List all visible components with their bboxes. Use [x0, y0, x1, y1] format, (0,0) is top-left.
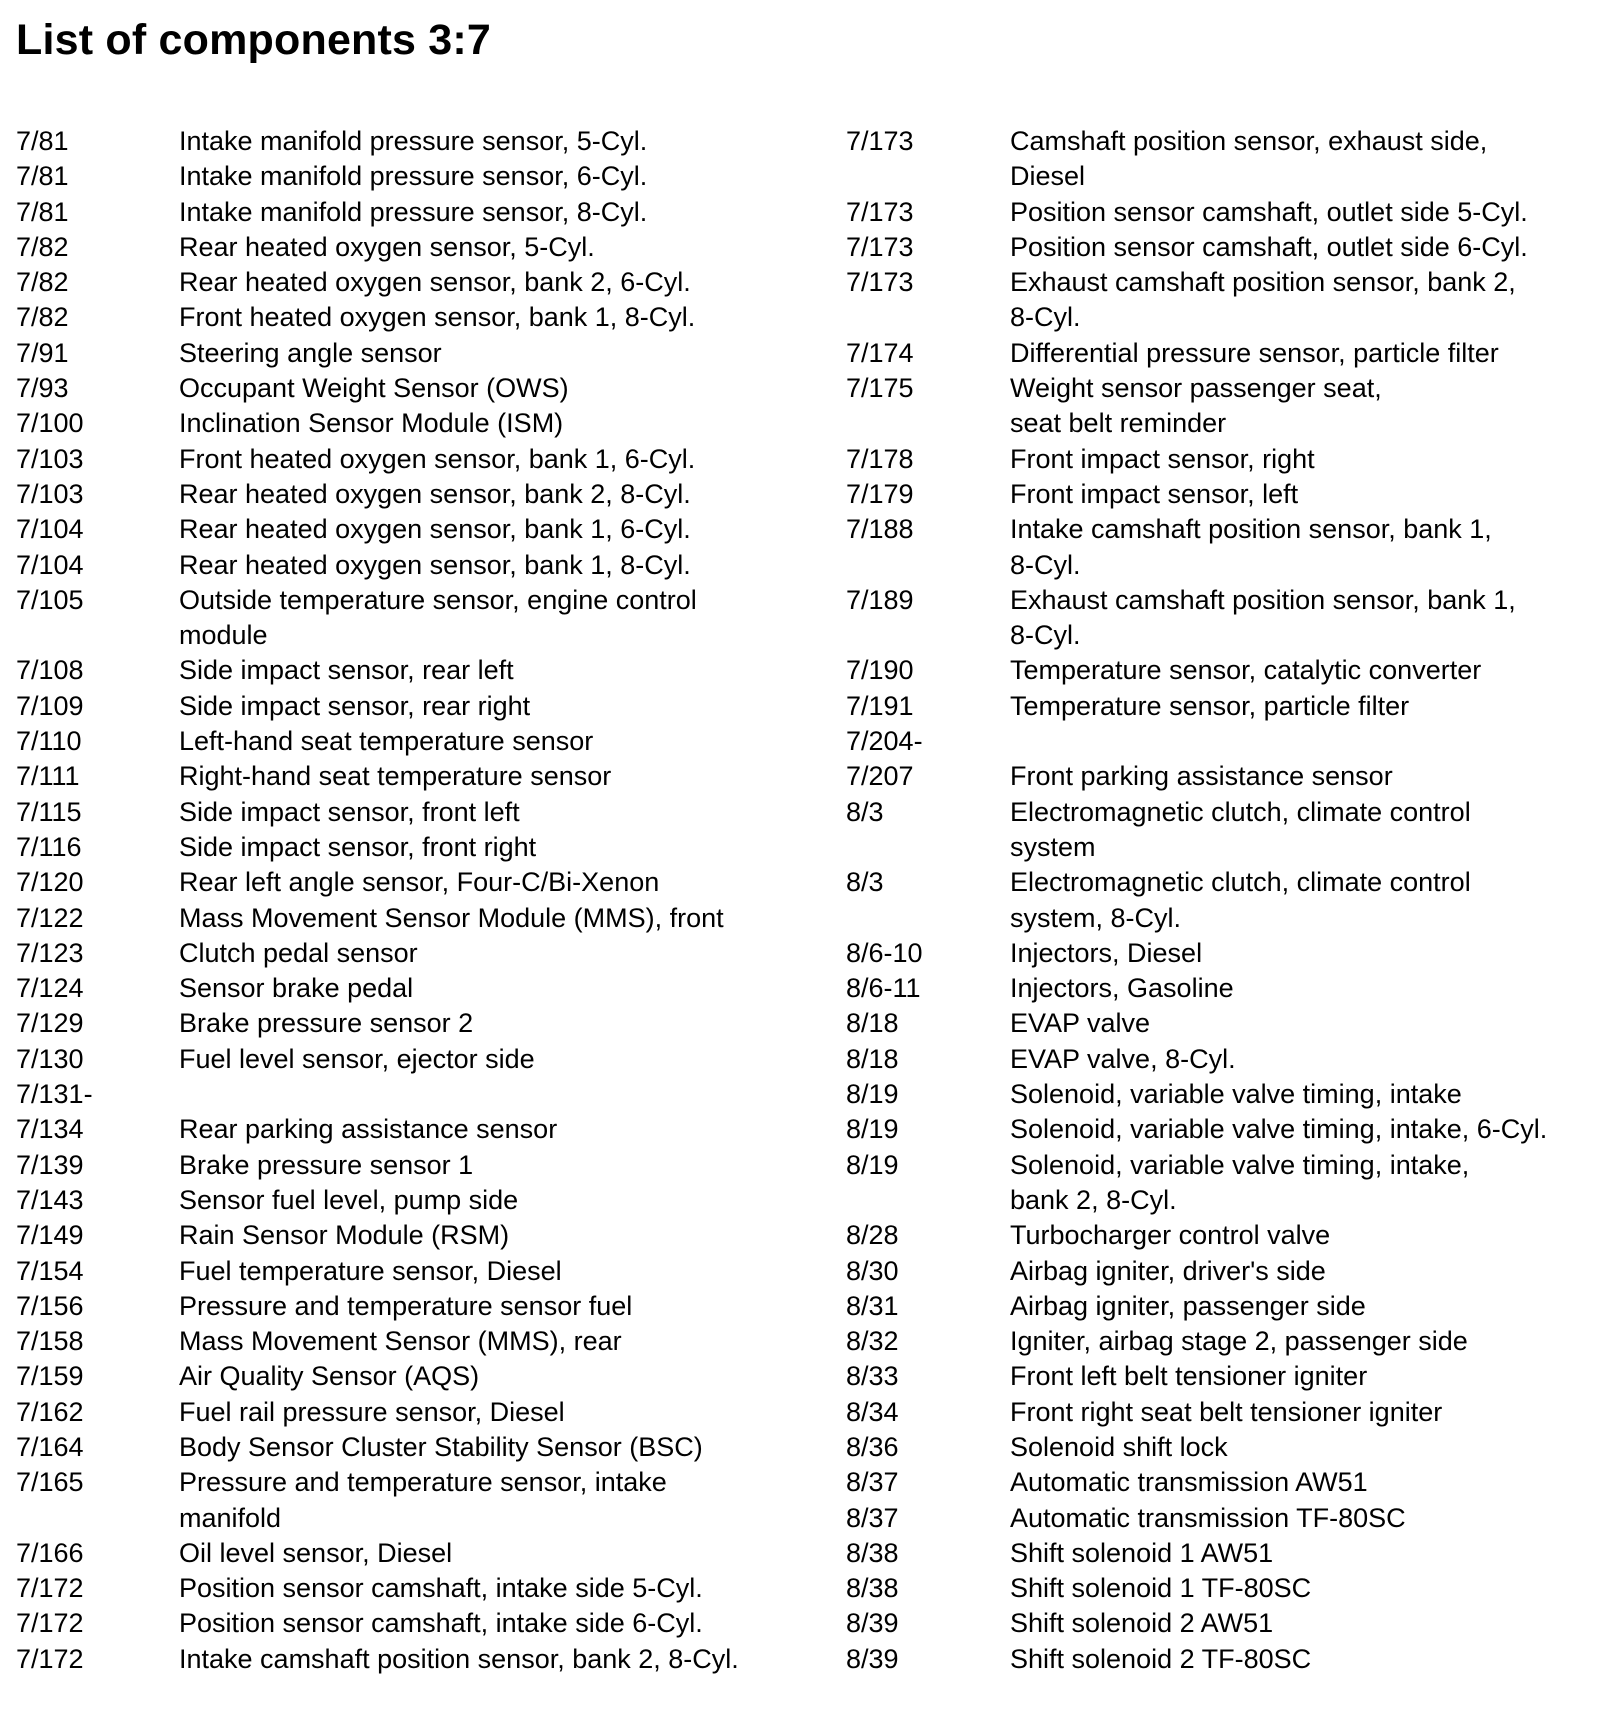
list-item	[846, 1006, 1600, 1041]
component-code: 7/174	[846, 337, 914, 368]
list-item	[16, 971, 816, 1006]
component-description: Exhaust camshaft position sensor, bank 2, 8-Cyl.	[1010, 267, 1516, 333]
list-item	[16, 230, 816, 265]
list-item	[16, 1077, 816, 1112]
component-description: Solenoid shift lock	[1010, 1431, 1228, 1462]
component-code: 7/103	[16, 478, 84, 509]
list-item	[846, 371, 1600, 442]
component-description: Intake camshaft position sensor, bank 1, 8-Cyl.	[1010, 514, 1492, 580]
component-code: 7/179	[846, 478, 914, 509]
component-description: Shift solenoid 2 AW51	[1010, 1608, 1274, 1639]
component-code: 8/33	[846, 1361, 899, 1392]
list-item	[846, 759, 1600, 794]
component-description: Shift solenoid 2 TF-80SC	[1010, 1643, 1312, 1674]
component-description: Shift solenoid 1 TF-80SC	[1010, 1573, 1312, 1604]
component-description: Airbag igniter, driver's side	[1010, 1255, 1326, 1286]
component-code: 7/139	[16, 1149, 84, 1180]
component-code: 7/104	[16, 549, 84, 580]
component-code: 7/82	[16, 231, 69, 262]
list-item	[846, 1606, 1600, 1641]
list-item	[846, 795, 1600, 866]
component-code: 8/19	[846, 1079, 899, 1110]
component-description: Side impact sensor, rear right	[179, 690, 531, 721]
list-item	[16, 1642, 816, 1677]
list-item	[846, 1324, 1600, 1359]
list-item	[16, 689, 816, 724]
component-code: 7/124	[16, 973, 84, 1004]
component-description: Automatic transmission AW51	[1010, 1467, 1368, 1498]
component-code: 7/115	[16, 796, 82, 827]
list-item	[16, 265, 816, 300]
component-description: Intake manifold pressure sensor, 5-Cyl.	[179, 126, 648, 156]
component-description: EVAP valve, 8-Cyl.	[1010, 1043, 1236, 1074]
component-description: Front impact sensor, left	[1010, 478, 1299, 509]
component-description: Rear parking assistance sensor	[179, 1114, 558, 1145]
component-code: 7/111	[16, 761, 80, 792]
list-item	[846, 653, 1600, 688]
component-code: 7/82	[16, 302, 69, 333]
list-item	[16, 124, 816, 159]
component-description: Sensor brake pedal	[179, 973, 414, 1004]
list-item	[16, 1465, 816, 1536]
component-code: 7/134	[16, 1114, 84, 1145]
component-description: Airbag igniter, passenger side	[1010, 1290, 1366, 1321]
list-item	[16, 1430, 816, 1465]
list-item	[846, 1501, 1600, 1536]
component-code: 7/175	[846, 373, 914, 404]
component-code: 7/116	[16, 831, 82, 862]
list-item	[846, 1112, 1600, 1147]
component-description: Rear left angle sensor, Four-C/Bi-Xenon	[179, 867, 660, 898]
list-item	[16, 159, 816, 194]
component-code: 7/191	[846, 690, 914, 721]
list-item	[16, 1395, 816, 1430]
component-code: 7/105	[16, 584, 84, 615]
component-code: 7/93	[16, 373, 69, 404]
component-description: Rear heated oxygen sensor, bank 2, 6-Cyl.	[179, 267, 691, 298]
list-item	[846, 1430, 1600, 1465]
list-item	[16, 1359, 816, 1394]
component-code: 7/166	[16, 1537, 84, 1568]
component-description: Fuel temperature sensor, Diesel	[179, 1255, 562, 1286]
list-item	[846, 124, 1600, 195]
component-code: 8/38	[846, 1537, 899, 1568]
component-description: Side impact sensor, front left	[179, 796, 520, 827]
component-code: 8/38	[846, 1573, 899, 1604]
component-code: 7/143	[16, 1184, 84, 1215]
component-code: 7/188	[846, 514, 914, 545]
component-description: Front impact sensor, right	[1010, 443, 1315, 474]
component-description: Front heated oxygen sensor, bank 1, 6-Cyl.	[179, 443, 696, 474]
component-code: 7/103	[16, 443, 84, 474]
component-description: Weight sensor passenger seat, seat belt reminder	[1010, 373, 1382, 439]
list-item	[16, 724, 816, 759]
component-description: Front heated oxygen sensor, bank 1, 8-Cyl.	[179, 302, 696, 333]
component-description: Rear heated oxygen sensor, bank 1, 8-Cyl.	[179, 549, 691, 580]
component-code: 8/34	[846, 1396, 899, 1427]
component-description: Temperature sensor, catalytic converter	[1010, 655, 1482, 686]
list-item	[16, 371, 816, 406]
component-code: 8/39	[846, 1608, 899, 1639]
list-item	[846, 1536, 1600, 1571]
component-code: 8/37	[846, 1467, 899, 1498]
component-description: Mass Movement Sensor Module (MMS), front	[179, 902, 724, 933]
component-code: 8/6-11	[846, 973, 921, 1004]
component-code: 7/164	[16, 1431, 84, 1462]
component-description: EVAP valve	[1010, 1008, 1151, 1039]
list-item	[846, 1465, 1600, 1500]
component-code: 7/173	[846, 126, 914, 156]
page-title: List of components 3:7	[16, 16, 492, 64]
list-item	[846, 936, 1600, 971]
component-code: 7/81	[16, 196, 69, 227]
list-item	[16, 653, 816, 688]
component-code: 7/172	[16, 1643, 84, 1674]
list-item	[846, 336, 1600, 371]
component-code: 8/32	[846, 1326, 899, 1357]
list-item	[16, 865, 816, 900]
list-item	[16, 300, 816, 335]
list-item	[16, 336, 816, 371]
component-code: 7/173	[846, 196, 914, 227]
component-description: Injectors, Gasoline	[1010, 973, 1234, 1004]
component-code: 8/30	[846, 1255, 899, 1286]
list-item	[16, 1218, 816, 1253]
list-item	[16, 583, 816, 654]
component-code: 7/172	[16, 1608, 84, 1639]
component-description: Clutch pedal sensor	[179, 937, 418, 968]
list-item	[16, 1536, 816, 1571]
list-item	[16, 1254, 816, 1289]
component-code: 7/129	[16, 1008, 84, 1039]
component-description: Front left belt tensioner igniter	[1010, 1361, 1368, 1392]
list-item	[846, 195, 1600, 230]
component-description: Intake manifold pressure sensor, 6-Cyl.	[179, 161, 648, 192]
list-item	[846, 865, 1600, 936]
component-description: Side impact sensor, rear left	[179, 655, 514, 686]
component-description: Brake pressure sensor 2	[179, 1008, 474, 1039]
list-item	[846, 971, 1600, 1006]
component-code: 7/149	[16, 1220, 84, 1251]
component-code: 8/19	[846, 1114, 899, 1145]
component-code: 7/130	[16, 1043, 84, 1074]
component-code: 8/3	[846, 796, 884, 827]
component-code: 8/28	[846, 1220, 899, 1251]
component-description: Sensor fuel level, pump side	[179, 1184, 519, 1215]
component-description: Occupant Weight Sensor (OWS)	[179, 373, 569, 404]
component-description: Position sensor camshaft, outlet side 5-Cyl.	[1010, 196, 1528, 227]
list-item	[846, 1395, 1600, 1430]
list-item	[846, 1642, 1600, 1677]
list-item	[846, 230, 1600, 265]
component-code: 7/91	[16, 337, 69, 368]
component-description: Brake pressure sensor 1	[179, 1149, 474, 1180]
component-description: Left-hand seat temperature sensor	[179, 726, 594, 757]
component-description: Solenoid, variable valve timing, intake, bank 2, 8-Cyl.	[1010, 1149, 1470, 1215]
component-description: Rear heated oxygen sensor, 5-Cyl.	[179, 231, 595, 262]
component-code: 8/6-10	[846, 937, 923, 968]
component-code: 7/172	[16, 1573, 84, 1604]
list-item	[846, 1254, 1600, 1289]
component-code: 7/173	[846, 267, 914, 298]
component-code: 7/207	[846, 761, 914, 792]
component-description: Temperature sensor, particle filter	[1010, 690, 1410, 721]
component-list-left	[16, 124, 816, 1677]
component-code: 8/18	[846, 1008, 899, 1039]
list-item	[846, 477, 1600, 512]
list-item	[16, 1006, 816, 1041]
component-description: Electromagnetic clutch, climate control system, 8-Cyl.	[1010, 867, 1471, 933]
component-code: 7/81	[16, 161, 69, 192]
component-code: 7/104	[16, 514, 84, 545]
list-item	[846, 512, 1600, 583]
component-code: 7/109	[16, 690, 84, 721]
list-item	[16, 512, 816, 547]
list-item	[846, 1359, 1600, 1394]
list-item	[16, 1183, 816, 1218]
component-code: 8/3	[846, 867, 884, 898]
list-item	[16, 442, 816, 477]
list-item	[846, 1077, 1600, 1112]
component-description: Shift solenoid 1 AW51	[1010, 1537, 1274, 1568]
component-description: Mass Movement Sensor (MMS), rear	[179, 1326, 622, 1357]
list-item	[16, 1324, 816, 1359]
component-code: 7/123	[16, 937, 84, 968]
list-item	[16, 901, 816, 936]
component-code: 8/36	[846, 1431, 899, 1462]
list-item	[16, 1571, 816, 1606]
list-item	[846, 583, 1600, 654]
component-description: Front parking assistance sensor	[1010, 761, 1393, 792]
list-item	[846, 724, 1600, 759]
component-description: Position sensor camshaft, intake side 5-Cyl.	[179, 1573, 703, 1604]
component-description: Right-hand seat temperature sensor	[179, 761, 612, 792]
component-code: 7/154	[16, 1255, 84, 1286]
component-description: Pressure and temperature sensor fuel	[179, 1290, 633, 1321]
component-description: Outside temperature sensor, engine control module	[179, 584, 697, 651]
component-description: Oil level sensor, Diesel	[179, 1537, 453, 1568]
list-item	[16, 477, 816, 512]
component-description: Front right seat belt tensioner igniter	[1010, 1396, 1443, 1427]
list-item	[846, 1571, 1600, 1606]
component-description: Rain Sensor Module (RSM)	[179, 1220, 510, 1251]
component-code: 7/82	[16, 267, 69, 298]
component-description: Exhaust camshaft position sensor, bank 1, 8-Cyl.	[1010, 584, 1516, 651]
component-description: Igniter, airbag stage 2, passenger side	[1010, 1326, 1468, 1357]
component-code: 7/131-	[16, 1079, 93, 1110]
component-code: 7/122	[16, 902, 84, 933]
list-item	[846, 1289, 1600, 1324]
list-item	[846, 1148, 1600, 1219]
component-description: Inclination Sensor Module (ISM)	[179, 408, 564, 439]
component-code: 7/120	[16, 867, 84, 898]
list-item	[846, 1218, 1600, 1253]
component-code: 7/158	[16, 1326, 84, 1357]
component-description: Rear heated oxygen sensor, bank 1, 6-Cyl.	[179, 514, 691, 545]
component-description: Intake manifold pressure sensor, 8-Cyl.	[179, 196, 648, 227]
component-code: 8/39	[846, 1643, 899, 1674]
component-description: Solenoid, variable valve timing, intake, 6-Cyl.	[1010, 1114, 1548, 1145]
component-code: 7/189	[846, 584, 914, 615]
component-code: 7/100	[16, 408, 84, 439]
list-item	[846, 442, 1600, 477]
component-code: 7/178	[846, 443, 914, 474]
component-code: 7/159	[16, 1361, 84, 1392]
list-item	[16, 936, 816, 971]
list-item	[16, 1606, 816, 1641]
component-description: Pressure and temperature sensor, intake manifold	[179, 1467, 667, 1533]
component-description: Body Sensor Cluster Stability Sensor (BSC)	[179, 1431, 703, 1462]
component-description: Position sensor camshaft, intake side 6-Cyl.	[179, 1608, 703, 1639]
list-item	[16, 548, 816, 583]
component-code: 8/31	[846, 1290, 899, 1321]
component-code: 8/19	[846, 1149, 899, 1180]
list-item	[16, 759, 816, 794]
component-code: 7/190	[846, 655, 914, 686]
list-item	[846, 1042, 1600, 1077]
component-description: Fuel level sensor, ejector side	[179, 1043, 535, 1074]
component-code: 7/165	[16, 1467, 84, 1498]
component-description: Injectors, Diesel	[1010, 937, 1203, 968]
component-description: Side impact sensor, front right	[179, 831, 537, 862]
component-description: Steering angle sensor	[179, 337, 442, 368]
component-code: 7/156	[16, 1290, 84, 1321]
component-code: 7/162	[16, 1396, 84, 1427]
component-description: Electromagnetic clutch, climate control system	[1010, 796, 1471, 862]
component-description: Intake camshaft position sensor, bank 2, 8-Cyl.	[179, 1643, 739, 1674]
list-item	[16, 795, 816, 830]
list-item	[16, 830, 816, 865]
component-description: Fuel rail pressure sensor, Diesel	[179, 1396, 565, 1427]
component-code: 7/173	[846, 231, 914, 262]
list-item	[16, 406, 816, 441]
list-item	[16, 195, 816, 230]
list-item	[16, 1289, 816, 1324]
list-item	[16, 1112, 816, 1147]
component-description: Position sensor camshaft, outlet side 6-Cyl.	[1010, 231, 1528, 262]
component-code: 8/37	[846, 1502, 899, 1533]
component-code: 7/81	[16, 126, 69, 156]
component-code: 7/110	[16, 726, 82, 757]
component-description: Turbocharger control valve	[1010, 1220, 1331, 1251]
list-item	[846, 689, 1600, 724]
list-item	[16, 1148, 816, 1183]
component-description: Air Quality Sensor (AQS)	[179, 1361, 480, 1392]
component-description: Rear heated oxygen sensor, bank 2, 8-Cyl.	[179, 478, 691, 509]
list-item	[16, 1042, 816, 1077]
component-description: Solenoid, variable valve timing, intake	[1010, 1079, 1462, 1110]
component-code: 7/204-	[846, 726, 923, 757]
component-description: Differential pressure sensor, particle filter	[1010, 337, 1499, 368]
list-item	[846, 265, 1600, 336]
component-code: 8/18	[846, 1043, 899, 1074]
component-code: 7/108	[16, 655, 84, 686]
component-description: Camshaft position sensor, exhaust side, Diesel	[1010, 126, 1488, 192]
component-description: Automatic transmission TF-80SC	[1010, 1502, 1406, 1533]
component-list-right	[846, 124, 1600, 1677]
